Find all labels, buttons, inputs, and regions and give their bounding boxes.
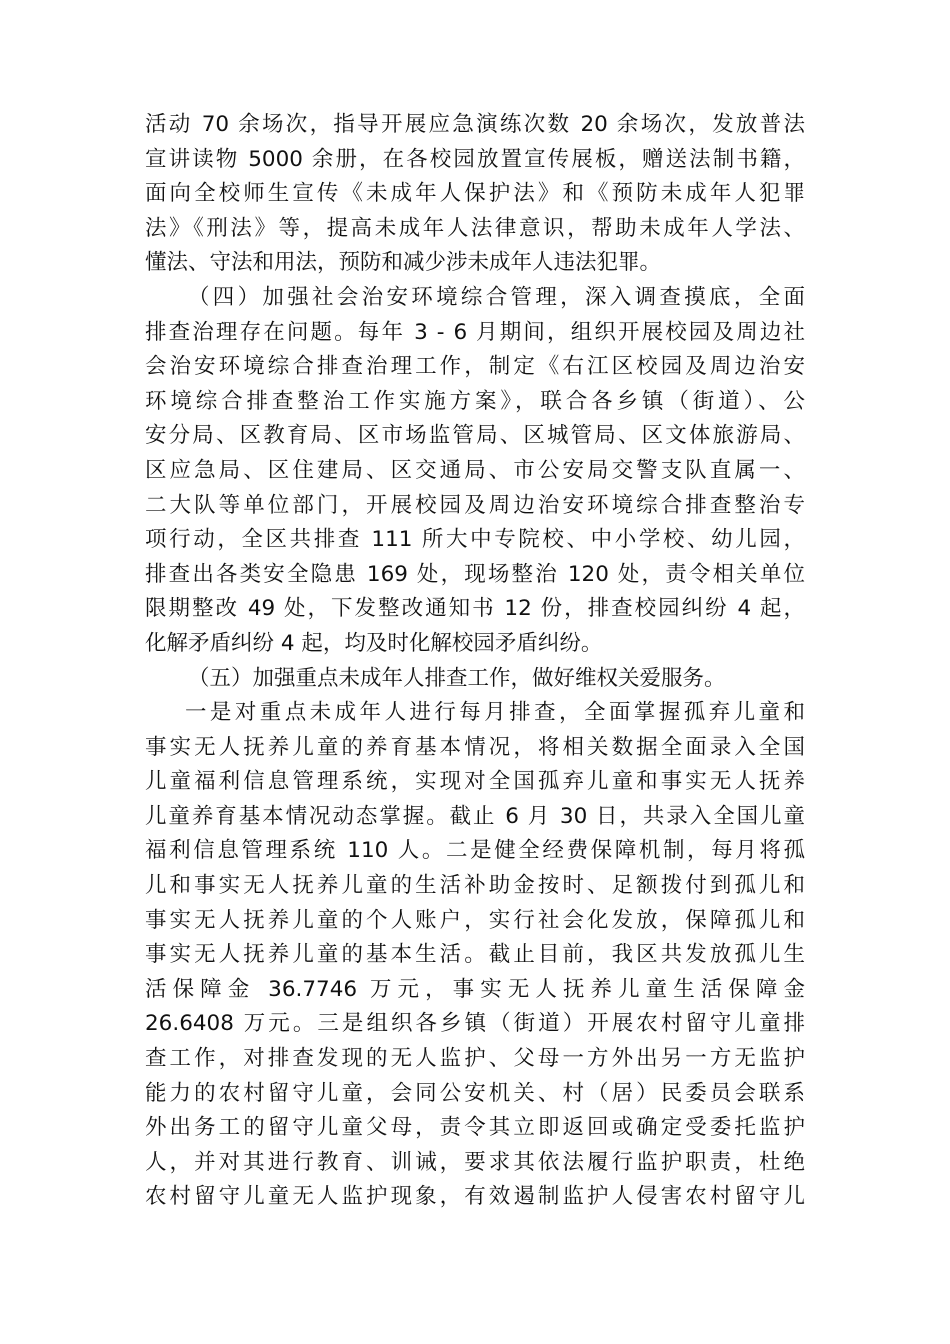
text-line: 活保障金 36.7746 万元，事实无人抚养儿童生活保障金: [145, 976, 805, 1002]
text-line: 限期整改 49 处，下发整改通知书 12 份，排查校园纠纷 4 起，: [145, 596, 805, 622]
text-line: 一是对重点未成年人进行每月排查，全面掌握孤弃儿童和: [185, 700, 805, 726]
text-line: 农村留守儿童无人监护现象，有效遏制监护人侵害农村留守儿: [145, 1184, 805, 1210]
text-line: 儿和事实无人抚养儿童的生活补助金按时、足额拨付到孤儿和: [145, 873, 805, 899]
section-heading-five: （五）加强重点未成年人排查工作，做好维权关爱服务。: [188, 665, 726, 691]
text-line: 项行动，全区共排查 111 所大中专院校、中小学校、幼儿园，: [145, 527, 805, 553]
body-text: [145, 108, 805, 1215]
text-line: 区应急局、区住建局、区交通局、市公安局交警支队直属一、: [145, 457, 805, 483]
text-line: 人，并对其进行教育、训诫，要求其依法履行监护职责，杜绝: [145, 1149, 805, 1175]
text-line: 活动 70 余场次，指导开展应急演练次数 20 余场次，发放普法: [145, 112, 805, 137]
text-line: 排查出各类安全隐患 169 处，现场整治 120 处，责令相关单位: [145, 561, 805, 587]
text-line: 宣讲读物 5000 余册，在各校园放置宣传展板，赠送法制书籍，: [145, 146, 805, 172]
text-line: 儿童养育基本情况动态掌握。截止 6 月 30 日，共录入全国儿童: [145, 803, 805, 829]
text-line: 面向全校师生宣传《未成年人保护法》和《预防未成年人犯罪: [145, 181, 805, 207]
text-line: 环境综合排查整治工作实施方案》，联合各乡镇（街道）、公: [145, 388, 805, 414]
text-line: 事实无人抚养儿童的个人账户，实行社会化发放，保障孤儿和: [145, 907, 805, 933]
text-line: 事实无人抚养儿童的养育基本情况，将相关数据全面录入全国: [145, 734, 805, 760]
text-line: 能力的农村留守儿童，会同公安机关、村（居）民委员会联系: [145, 1080, 805, 1106]
text-line: 二大队等单位部门，开展校园及周边治安环境综合排查整治专: [145, 492, 805, 518]
text-line: 排查治理存在问题。每年 3 - 6 月期间，组织开展校园及周边社: [145, 319, 805, 345]
text-line: 事实无人抚养儿童的基本生活。截止目前，我区共发放孤儿生: [145, 942, 805, 968]
text-line: 法》《刑法》等，提高未成年人法律意识，帮助未成年人学法、: [145, 215, 805, 241]
text-line: 化解矛盾纠纷 4 起，均及时化解校园矛盾纠纷。: [145, 630, 603, 656]
text-line: 外出务工的留守儿童父母，责令其立即返回或确定受委托监护: [145, 1115, 805, 1141]
text-line: 福利信息管理系统 110 人。二是健全经费保障机制，每月将孤: [145, 838, 805, 864]
text-line: 儿童福利信息管理系统，实现对全国孤弃儿童和事实无人抚养: [145, 769, 805, 795]
text-line: 查工作，对排查发现的无人监护、父母一方外出另一方无监护: [145, 1046, 805, 1072]
text-line: 安分局、区教育局、区市场监管局、区城管局、区文体旅游局、: [145, 423, 805, 449]
section-heading-four: （四）加强社会治安环境综合管理，深入调查摸底，全面: [188, 284, 805, 310]
text-line: 26.6408 万元。三是组织各乡镇（街道）开展农村留守儿童排: [145, 1011, 805, 1037]
text-line: 懂法、守法和用法，预防和减少涉未成年人违法犯罪。: [145, 250, 662, 276]
text-line: 会治安环境综合排查治理工作，制定《右江区校园及周边治安: [145, 354, 805, 380]
